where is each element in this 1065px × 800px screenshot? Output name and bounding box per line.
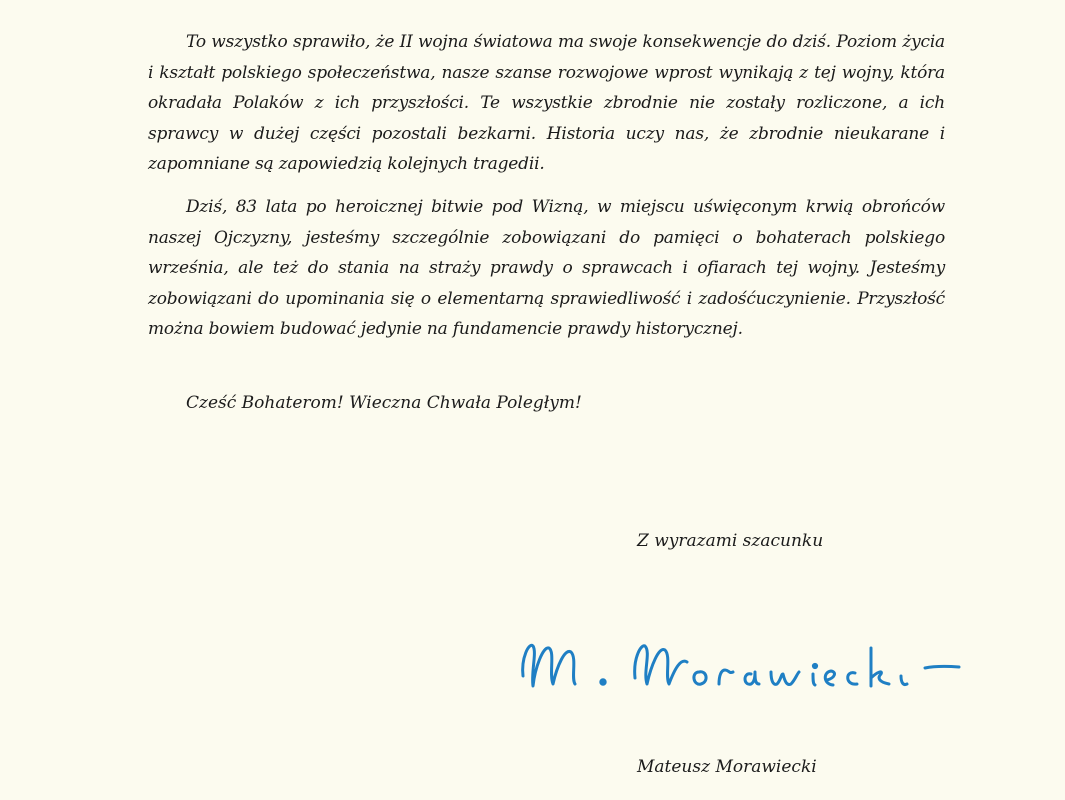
- closing-salutation: Cześć Bohaterom! Wieczna Chwała Poległym!: [186, 393, 582, 413]
- letter-paragraph-2: Dziś, 83 lata po heroicznej bitwie pod Wizną, w miejscu uświęconym krwią obrońców naszej Ojczyzny, jesteśmy szczególnie zobowiązani do pamięci o bohaterach polskiego września, ale też do stania na straży prawdy o sprawcach i ofiarach tej wojny. Jesteśmy zobowiązani do upominania się o elementarną sprawiedliwość i zadośćuczynienie. Przyszłość można bowiem budować jedynie na fundamencie prawdy historycznej.: [148, 197, 945, 339]
- regards-line: Z wyrazami szacunku: [637, 531, 824, 551]
- handwritten-signature: [515, 628, 975, 708]
- letter-paragraph-1: To wszystko sprawiło, że II wojna światowa ma swoje konsekwencje do dziś. Poziom życia i kształt polskiego społeczeństwa, nasze szanse rozwojowe wprost wynikają z tej wojny, która okradała Polaków z ich przyszłości. Te wszystkie zbrodnie nie zostały rozliczone, a ich sprawcy w dużej części pozostali bezkarni. Historia uczy nas, że zbrodnie nieukarane i zapomniane są zapowiedzią kolejnych tragedii.: [148, 32, 945, 174]
- signer-name: Mateusz Morawiecki: [637, 757, 817, 777]
